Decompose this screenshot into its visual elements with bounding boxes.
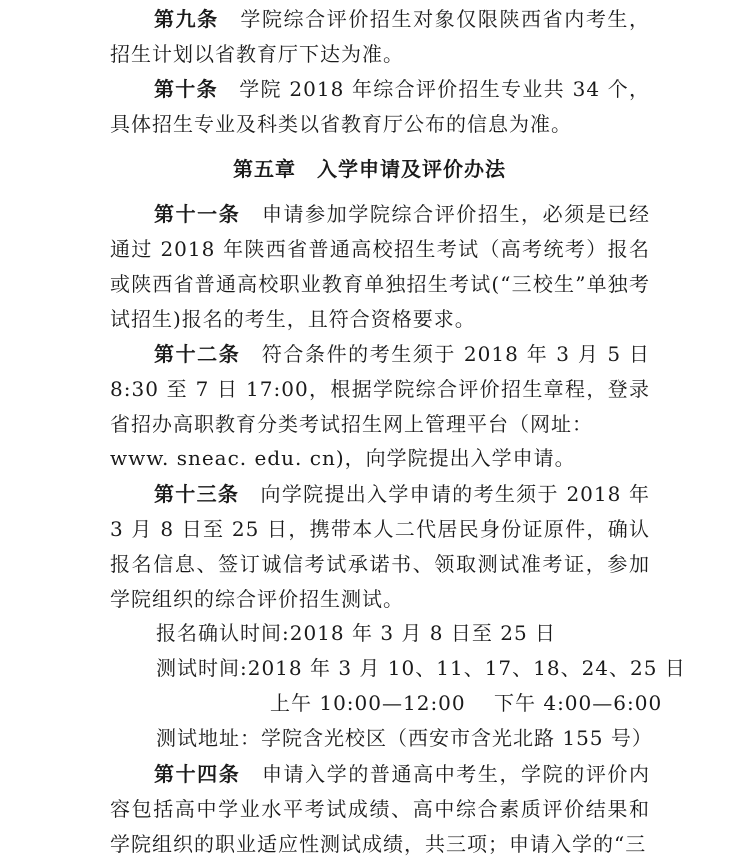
article-11-text: 申请参加学院综合评价招生，必须是已经通过 2018 年陕西省普通高校招生考试（高考统考）报名或陕西省普通高校职业教育单独招生考试(“三校生”单独考试招生)报名的考生，且符合资格要求。 <box>110 202 651 331</box>
article-14-text: 申请入学的普通高中考生，学院的评价内容包括高中学业水平考试成绩、高中综合素质评价结果和学院组织的职业适应性测试成绩，共三项；申请入学的“三 <box>110 762 651 856</box>
article-14 <box>110 757 650 862</box>
article-10-text: 学院 2018 年综合评价招生专业共 34 个，具体招生专业及科类以省教育厅公布的信息为准。 <box>110 77 650 136</box>
article-9-label: 第九条 <box>154 7 219 31</box>
chapter-5-heading: 第五章 入学申请及评价办法 <box>233 157 506 181</box>
article-14-label: 第十四条 <box>154 762 241 786</box>
article-10 <box>110 72 650 142</box>
article-11 <box>110 197 650 337</box>
article-13-text: 向学院提出入学申请的考生须于 2018 年 3 月 8 日至 25 日，携带本人二代居民身份证原件，确认报名信息、签订诚信考试承诺书、领取测试准考证，参加学院组织的综合评价招生测试。 <box>110 482 651 611</box>
article-12-text: 符合条件的考生须于 2018 年 3 月 5 日 8:30 至 7 日 17:00，根据学院综合评价招生章程，登录省招办高职教育分类考试招生网上管理平台（网址： <box>110 342 651 436</box>
article-12 <box>110 337 650 442</box>
article-12-label: 第十二条 <box>154 342 241 366</box>
test-dates: 测试时间:2018 年 3 月 10、11、17、18、24、25 日 <box>156 656 686 680</box>
article-11-label: 第十一条 <box>154 202 241 226</box>
article-13 <box>110 477 650 617</box>
test-location: 测试地址：学院含光校区（西安市含光北路 155 号） <box>156 726 653 750</box>
registration-time: 报名确认时间:2018 年 3 月 8 日至 25 日 <box>156 621 557 645</box>
test-hours: 上午 10:00—12:00 下午 4:00—6:00 <box>270 691 663 715</box>
article-12-url-line: www. sneac. edu. cn)，向学院提出入学申请。 <box>110 446 576 470</box>
article-13-label: 第十三条 <box>154 482 240 506</box>
article-9 <box>110 2 650 72</box>
article-10-label: 第十条 <box>154 77 218 101</box>
article-9-text: 学院综合评价招生对象仅限陕西省内考生，招生计划以省教育厅下达为准。 <box>110 7 651 66</box>
